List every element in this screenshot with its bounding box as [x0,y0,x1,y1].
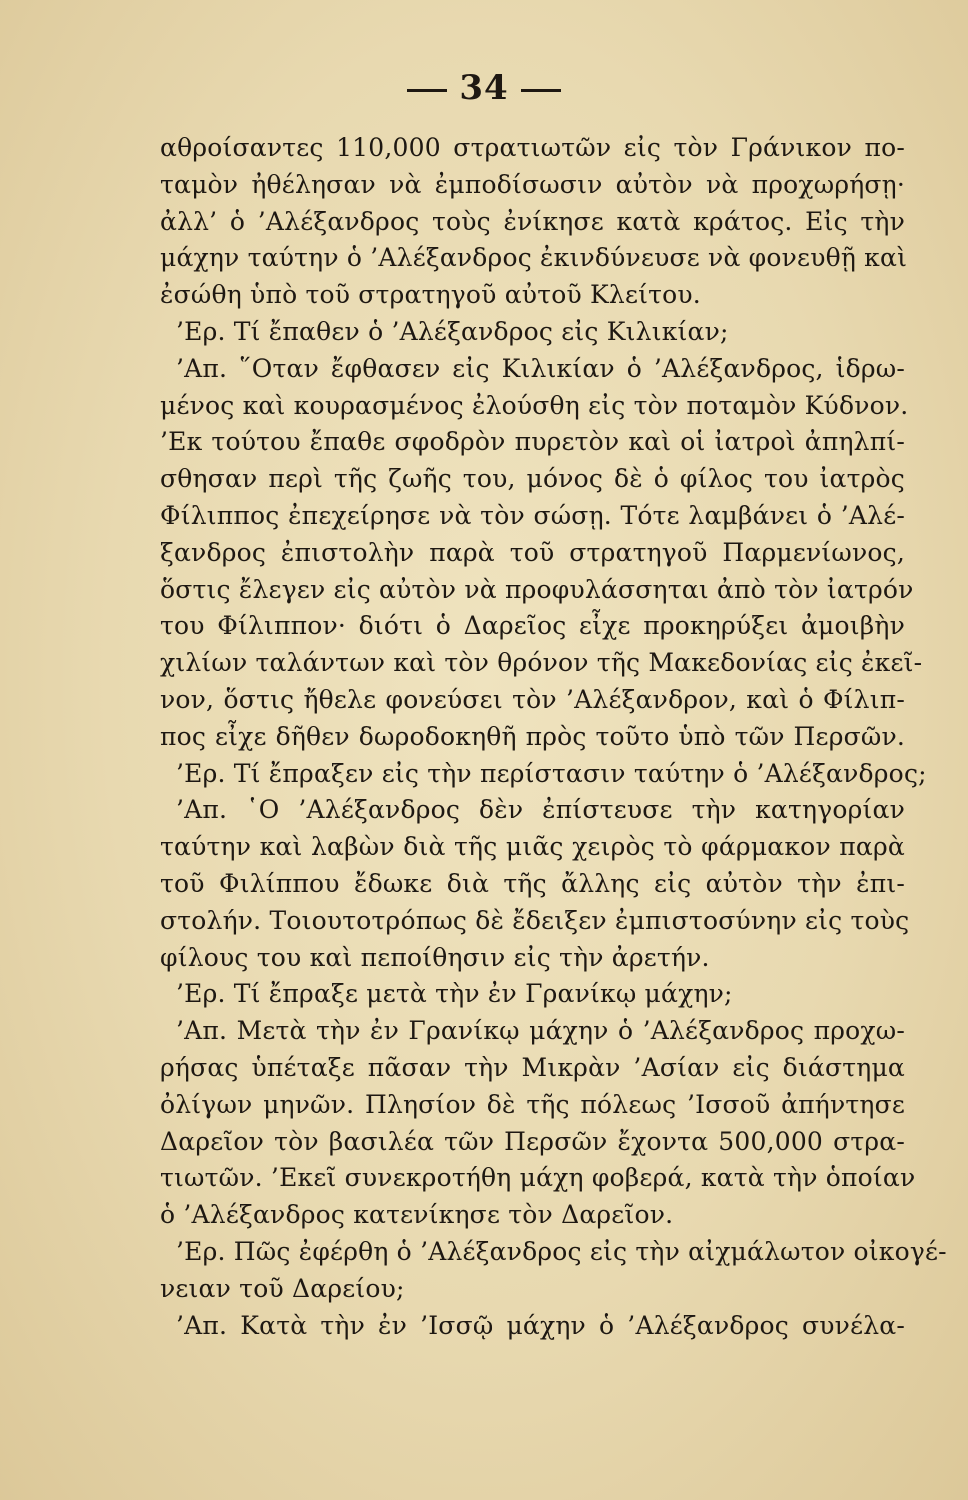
text-line: τοῦ Φιλίππου ἔδωκε διὰ τῆς ἄλλης εἰς αὐτὸν τὴν ἐπι- [160,868,905,898]
text-line: μένος καὶ κουρασμένος ἐλούσθη εἰς τὸν ποταμὸν Κύδνον. [160,390,909,420]
text-line: Δαρεῖον τὸν βασιλέα τῶν Περσῶν ἔχοντα 500,000 στρα- [160,1126,905,1156]
text-line: μάχην ταύτην ὁ ’Αλέξανδρος ἐκινδύνευσε νὰ φονευθῇ καὶ [160,243,908,273]
text-line: ’Απ. Μετὰ τὴν ἐν Γρανίκῳ μάχην ὁ ’Αλέξανδρος προχω- [176,1016,905,1046]
text-line: αθροίσαντες 110,000 στρατιωτῶν εἰς τὸν Γράνικον πο- [160,133,905,162]
text-line: στολήν. Τοιουτοτρόπως δὲ ἔδειξεν ἐμπιστοσύνην εἰς τοὺς [160,905,910,935]
text-line: ρήσας ὑπέταξε πᾶσαν τὴν Μικρὰν ’Ασίαν εἰς διάστημα [160,1052,905,1082]
text-line: ἐσώθη ὑπὸ τοῦ στρατηγοῦ αὐτοῦ Κλείτου. [160,280,701,310]
text-line: ’Ερ. Τί ἔπραξε μετὰ τὴν ἐν Γρανίκῳ μάχην; [176,979,733,1009]
page-number: 34 [459,68,509,108]
body-text [160,130,947,1344]
left-dash [407,89,447,92]
text-line: του Φίλιππον· διότι ὁ Δαρεῖος εἶχε προκηρύξει ἀμοιβὴν [160,611,905,641]
text-line: ’Ερ. Τί ἔπαθεν ὁ ’Αλέξανδρος εἰς Κιλικίαν; [176,316,729,346]
text-line: ὀλίγων μηνῶν. Πλησίον δὲ τῆς πόλεως ’Ισσοῦ ἀπήντησε [160,1089,905,1119]
page-number-header [0,68,968,108]
text-line: φίλους του καὶ πεποίθησιν εἰς τὴν ἀρετήν. [160,942,710,972]
text-line: ’Εκ τούτου ἔπαθε σφοδρὸν πυρετὸν καὶ οἱ ἰατροὶ ἀπηλπί- [160,427,905,457]
text-line: ὅστις ἔλεγεν εἰς αὐτὸν νὰ προφυλάσσηται ἀπὸ τὸν ἰατρόν [160,574,914,604]
text-line: ταμὸν ἠθέλησαν νὰ ἐμποδίσωσιν αὐτὸν νὰ προχωρήσῃ· [160,169,905,199]
text-line: ’Απ. ῾Ο ’Αλέξανδρος δὲν ἐπίστευσε τὴν κατηγορίαν [176,795,905,825]
text-line: νειαν τοῦ Δαρείου; [160,1273,405,1303]
text-line: Φίλιππος ἐπεχείρησε νὰ τὸν σώσῃ. Τότε λαμβάνει ὁ ’Αλέ- [160,500,905,530]
text-line: ταύτην καὶ λαβὼν διὰ τῆς μιᾶς χειρὸς τὸ φάρμακον παρὰ [160,832,905,862]
text-line: νον, ὅστις ἤθελε φονεύσει τὸν ’Αλέξανδρον, καὶ ὁ Φίλιπ- [160,684,905,714]
text-line: ’Απ. ῞Οταν ἔφθασεν εἰς Κιλικίαν ὁ ’Αλέξανδρος, ἱδρω- [176,353,905,383]
text-line: τιωτῶν. ’Εκεῖ συνεκροτήθη μάχη φοβερά, κατὰ τὴν ὁποίαν [160,1163,916,1193]
text-line: χιλίων ταλάντων καὶ τὸν θρόνον τῆς Μακεδονίας εἰς ἐκεῖ- [160,648,923,678]
text-line: σθησαν περὶ τῆς ζωῆς του, μόνος δὲ ὁ φίλος του ἰατρὸς [160,464,905,494]
text-line: πος εἶχε δῆθεν δωροδοκηθῆ πρὸς τοῦτο ὑπὸ τῶν Περσῶν. [160,721,905,751]
text-line: ὁ ’Αλέξανδρος κατενίκησε τὸν Δαρεῖον. [160,1200,674,1230]
text-line: ἀλλ’ ὁ ’Αλέξανδρος τοὺς ἐνίκησε κατὰ κράτος. Εἰς τὴν [160,206,905,236]
right-dash [521,89,561,92]
text-line: ’Ερ. Πῶς ἐφέρθη ὁ ’Αλέξανδρος εἰς τὴν αἰχμάλωτον οἰκογέ- [176,1236,947,1266]
text-line: ξανδρος ἐπιστολὴν παρὰ τοῦ στρατηγοῦ Παρμενίωνος, [160,537,905,567]
text-line: ’Απ. Κατὰ τὴν ἐν ’Ισσῷ μάχην ὁ ’Αλέξανδρος συνέλα- [176,1310,905,1340]
text-line: ’Ερ. Τί ἔπραξεν εἰς τὴν περίστασιν ταύτην ὁ ’Αλέξανδρος; [176,758,927,788]
